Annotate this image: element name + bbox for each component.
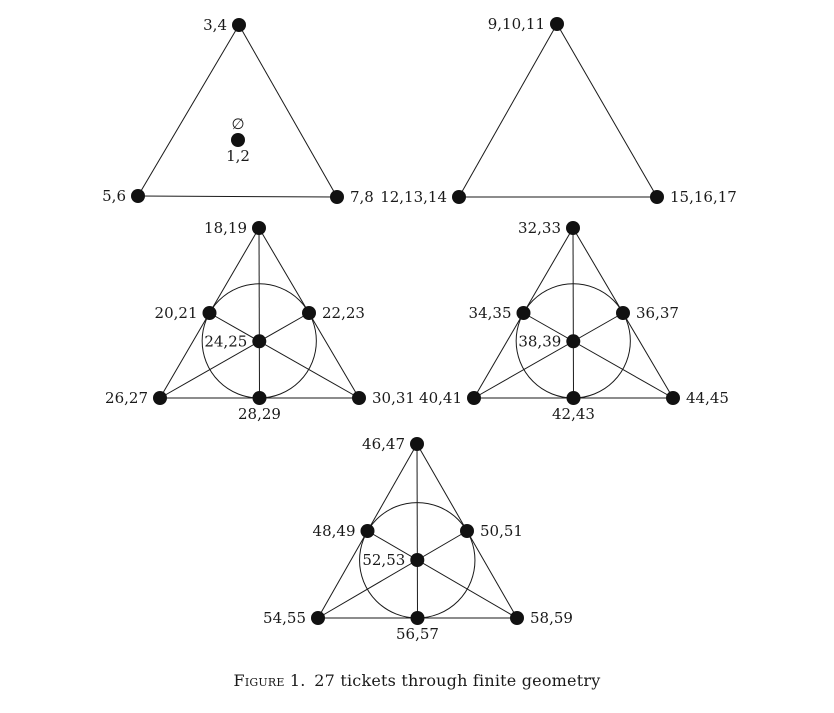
point-label: 3,4 xyxy=(203,16,227,34)
point-dot xyxy=(510,611,524,625)
point-dot xyxy=(252,221,266,235)
point-label: 9,10,11 xyxy=(487,15,545,33)
point-label: 56,57 xyxy=(396,625,439,643)
point-dot xyxy=(330,190,344,204)
point-label: 20,21 xyxy=(154,304,198,322)
point-label: 36,37 xyxy=(636,304,679,322)
line-segment xyxy=(459,24,557,197)
point-dot xyxy=(253,391,267,405)
point-label: 22,23 xyxy=(322,304,365,322)
line-segment xyxy=(160,313,309,398)
point-label: 1,2 xyxy=(226,147,250,165)
point-label: 26,27 xyxy=(105,389,148,407)
point-dot xyxy=(650,190,664,204)
point-dot xyxy=(467,391,481,405)
line-segment xyxy=(524,313,674,398)
triangle-tickets-9-17 xyxy=(380,15,737,206)
point-dot xyxy=(352,391,366,405)
point-label: 18,19 xyxy=(204,219,247,237)
point-label: 46,47 xyxy=(362,435,405,453)
point-label: 34,35 xyxy=(468,304,512,322)
point-dot xyxy=(153,391,167,405)
point-label: 30,31 xyxy=(372,389,415,407)
point-label: 32,33 xyxy=(518,219,561,237)
point-dot xyxy=(411,611,425,625)
point-label: 42,43 xyxy=(552,405,595,423)
point-dot xyxy=(311,611,325,625)
point-dot xyxy=(231,133,245,147)
point-dot xyxy=(410,553,424,567)
point-dot xyxy=(517,306,531,320)
line-segment xyxy=(557,24,657,197)
point-label: 15,16,17 xyxy=(670,188,737,206)
point-label: 44,45 xyxy=(686,389,729,407)
figure-caption-text: 27 tickets through finite geometry xyxy=(314,671,601,690)
point-label: 52,53 xyxy=(362,551,406,569)
figure-caption xyxy=(0,671,834,690)
triangle-tickets-1-8 xyxy=(102,16,374,206)
point-dot xyxy=(566,221,580,235)
line-segment xyxy=(259,228,260,398)
point-dot xyxy=(550,17,564,31)
point-dot xyxy=(232,18,246,32)
line-segment xyxy=(573,228,574,398)
point-dot xyxy=(567,391,581,405)
line-segment xyxy=(417,444,418,618)
empty-set-label: ∅ xyxy=(231,115,245,133)
line-segment xyxy=(318,531,467,618)
point-label: 28,29 xyxy=(238,405,281,423)
point-label: 58,59 xyxy=(530,609,573,627)
point-label: 54,55 xyxy=(263,609,306,627)
point-dot xyxy=(566,334,580,348)
line-segment xyxy=(138,196,337,197)
point-dot xyxy=(302,306,316,320)
point-dot xyxy=(460,524,474,538)
point-dot xyxy=(616,306,630,320)
point-label: 50,51 xyxy=(480,522,523,540)
point-dot xyxy=(452,190,466,204)
line-segment xyxy=(239,25,337,197)
line-segment xyxy=(210,313,360,398)
point-dot xyxy=(666,391,680,405)
point-label: 38,39 xyxy=(518,332,562,351)
point-dot xyxy=(410,437,424,451)
point-label: 40,41 xyxy=(419,389,462,407)
figure-caption-label: Figure 1. xyxy=(233,671,306,690)
point-dot xyxy=(361,524,375,538)
point-label: 7,8 xyxy=(350,188,374,206)
fano-plane-tickets-46-59 xyxy=(263,435,573,643)
point-label: 48,49 xyxy=(312,522,356,540)
fano-plane-tickets-32-45 xyxy=(419,219,729,423)
point-label: 24,25 xyxy=(204,332,248,351)
point-dot xyxy=(131,189,145,203)
point-dot xyxy=(203,306,217,320)
line-segment xyxy=(138,25,239,196)
fano-plane-tickets-18-31 xyxy=(105,219,415,423)
point-label: 5,6 xyxy=(102,187,126,205)
point-label: 12,13,14 xyxy=(380,188,447,206)
line-segment xyxy=(474,313,623,398)
point-dot xyxy=(252,334,266,348)
line-segment xyxy=(368,531,518,618)
